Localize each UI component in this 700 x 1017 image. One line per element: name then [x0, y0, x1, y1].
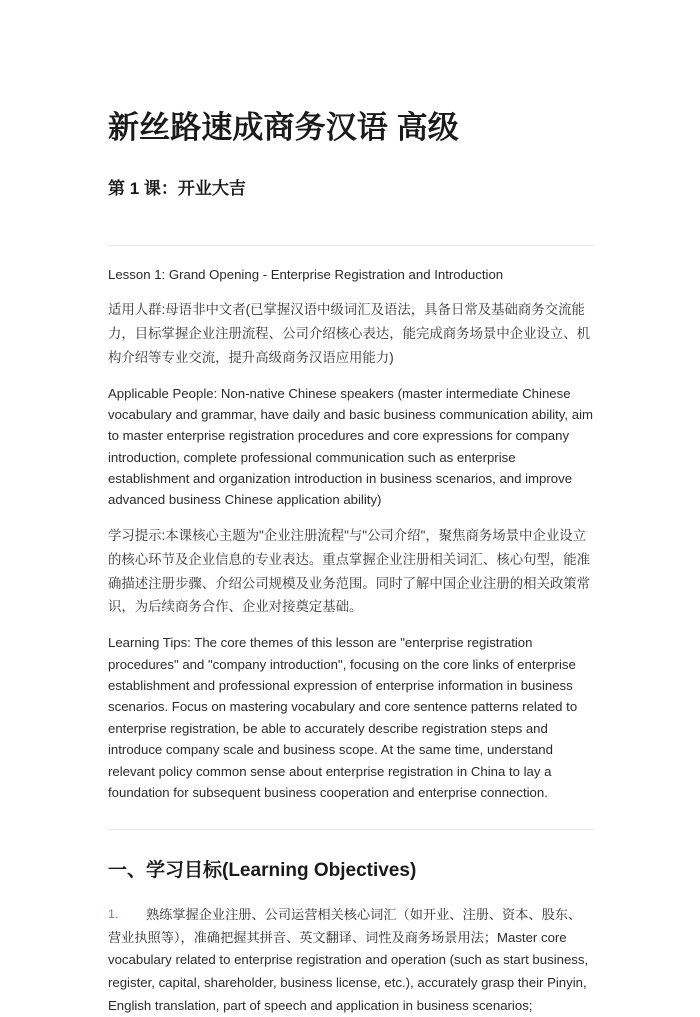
learning-tips-chinese: 学习提示:本课核心主题为"企业注册流程"与"公司介绍"，聚焦商务场景中企业设立的核心环节及企业信息的专业表达。重点掌握企业注册相关词汇、核心句型，能准确描述注册步骤、介绍公司规模及业务范围。同时了解中国企业注册的相关政策常识，为后续商务合作、企业对接奠定基础。: [108, 527, 591, 615]
list-item-text: 熟练掌握企业注册、公司运营相关核心词汇（如开业、注册、资本、股东、营业执照等），准确把握其拼音、英文翻译、词性及商务场景用法；Master core vocabulary related to enterprise registration and operation (such as start business, register, capital, shareholder, business license, etc.), accurately grasp their Pinyin, English translation, part of speech and application in business scenarios;: [108, 906, 589, 1013]
lesson-meta-block: [108, 264, 594, 804]
divider-top: [108, 245, 594, 246]
learning-tips-english: Learning Tips: The core themes of this lesson are "enterprise registration procedures" and "company introduction", focusing on the core links of enterprise establishment and professional expression of enterprise information in business scenarios. Focus on mastering vocabulary and core sentence patterns related to enterprise registration, be able to accurately describe registration steps and introduce company scale and business scope. At the same time, understand relevant policy common sense about enterprise registration in China to lay a foundation for subsequent business cooperation and enterprise connection.: [108, 635, 578, 800]
lesson-subtitle: 第 1 课：开业大吉: [108, 178, 246, 198]
applicable-people-chinese: 适用人群:母语非中文者(已掌握汉语中级词汇及语法，具备日常及基础商务交流能力，目标掌握企业注册流程、公司介绍核心表达，能完成商务场景中企业设立、机构介绍等专业交流，提升高级商务汉语应用能力): [108, 301, 591, 365]
learning-objectives-list: [108, 904, 594, 1017]
divider-bottom: [108, 829, 594, 830]
applicable-people-english: Applicable People: Non-native Chinese speakers (master intermediate Chinese vocabulary and grammar, have daily and basic business communication ability, aim to master enterprise registration procedures and core expressions for company introduction, complete professional communication such as enterprise establishment and organization introduction in business scenarios, and improve advanced business Chinese application ability): [108, 385, 593, 508]
list-item: [108, 904, 594, 1017]
lesson-english-title: Lesson 1: Grand Opening - Enterprise Registration and Introduction: [108, 266, 504, 282]
page-title: 新丝路速成商务汉语 高级: [108, 110, 459, 145]
section-heading-learning-objectives: 一、学习目标(Learning Objectives): [108, 860, 417, 882]
